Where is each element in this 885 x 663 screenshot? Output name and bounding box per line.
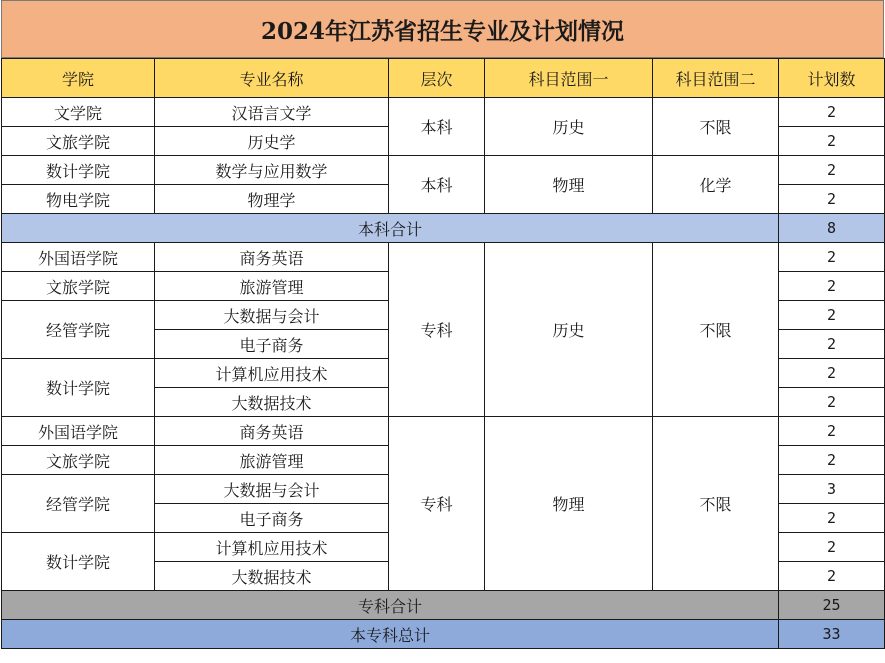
major-cell: 大数据技术: [155, 388, 389, 417]
subject-one-cell: 物理: [485, 417, 653, 591]
major-cell: 电子商务: [155, 330, 389, 359]
college-cell: 物电学院: [2, 185, 155, 214]
grand-total-value: 33: [779, 620, 885, 649]
level-cell: 专科: [389, 243, 485, 417]
benke-subtotal-label: 本科合计: [2, 214, 779, 243]
college-cell: 文旅学院: [2, 127, 155, 156]
college-cell: 文旅学院: [2, 272, 155, 301]
plan-count-cell: 2: [779, 301, 885, 330]
subject-two-cell: 化学: [653, 156, 779, 214]
plan-count-cell: 2: [779, 504, 885, 533]
table-row: [2, 98, 885, 127]
college-cell: 外国语学院: [2, 417, 155, 446]
subject-two-cell: 不限: [653, 98, 779, 156]
header-subject-one: 科目范围一: [485, 59, 653, 98]
plan-count-cell: 2: [779, 185, 885, 214]
major-cell: 商务英语: [155, 417, 389, 446]
plan-count-cell: 2: [779, 446, 885, 475]
major-cell: 历史学: [155, 127, 389, 156]
subject-one-cell: 历史: [485, 98, 653, 156]
plan-count-cell: 2: [779, 562, 885, 591]
benke-subtotal-row: [2, 214, 885, 243]
plan-count-cell: 2: [779, 156, 885, 185]
major-cell: 大数据与会计: [155, 301, 389, 330]
table-row: [2, 156, 885, 185]
grand-total-label: 本专科总计: [2, 620, 779, 649]
plan-count-cell: 2: [779, 533, 885, 562]
zhuanke-subtotal-value: 25: [779, 591, 885, 620]
college-cell: 经管学院: [2, 475, 155, 533]
header-row: [2, 59, 885, 98]
plan-count-cell: 3: [779, 475, 885, 504]
college-cell: 数计学院: [2, 359, 155, 417]
table-row: [2, 417, 885, 446]
college-cell: 文旅学院: [2, 446, 155, 475]
header-plan-count: 计划数: [779, 59, 885, 98]
subject-one-cell: 物理: [485, 156, 653, 214]
grand-total-row: [2, 620, 885, 649]
major-cell: 数学与应用数学: [155, 156, 389, 185]
plan-count-cell: 2: [779, 330, 885, 359]
header-level: 层次: [389, 59, 485, 98]
subject-two-cell: 不限: [653, 243, 779, 417]
plan-count-cell: 2: [779, 359, 885, 388]
plan-count-cell: 2: [779, 243, 885, 272]
major-cell: 旅游管理: [155, 446, 389, 475]
table-row: [2, 243, 885, 272]
level-cell: 本科: [389, 156, 485, 214]
plan-count-cell: 2: [779, 417, 885, 446]
major-cell: 电子商务: [155, 504, 389, 533]
college-cell: 数计学院: [2, 533, 155, 591]
college-cell: 经管学院: [2, 301, 155, 359]
major-cell: 大数据与会计: [155, 475, 389, 504]
subject-two-cell: 不限: [653, 417, 779, 591]
page-title: 2024年江苏省招生专业及计划情况: [1, 0, 884, 58]
college-cell: 外国语学院: [2, 243, 155, 272]
plan-count-cell: 2: [779, 272, 885, 301]
zhuanke-subtotal-row: [2, 591, 885, 620]
plan-count-cell: 2: [779, 98, 885, 127]
major-cell: 物理学: [155, 185, 389, 214]
college-cell: 文学院: [2, 98, 155, 127]
header-subject-two: 科目范围二: [653, 59, 779, 98]
zhuanke-subtotal-label: 专科合计: [2, 591, 779, 620]
major-cell: 商务英语: [155, 243, 389, 272]
subject-one-cell: 历史: [485, 243, 653, 417]
major-cell: 计算机应用技术: [155, 359, 389, 388]
level-cell: 本科: [389, 98, 485, 156]
benke-subtotal-value: 8: [779, 214, 885, 243]
enrollment-plan-table: [1, 58, 885, 649]
major-cell: 汉语言文学: [155, 98, 389, 127]
major-cell: 大数据技术: [155, 562, 389, 591]
header-major: 专业名称: [155, 59, 389, 98]
major-cell: 计算机应用技术: [155, 533, 389, 562]
header-college: 学院: [2, 59, 155, 98]
level-cell: 专科: [389, 417, 485, 591]
plan-count-cell: 2: [779, 127, 885, 156]
college-cell: 数计学院: [2, 156, 155, 185]
major-cell: 旅游管理: [155, 272, 389, 301]
plan-count-cell: 2: [779, 388, 885, 417]
